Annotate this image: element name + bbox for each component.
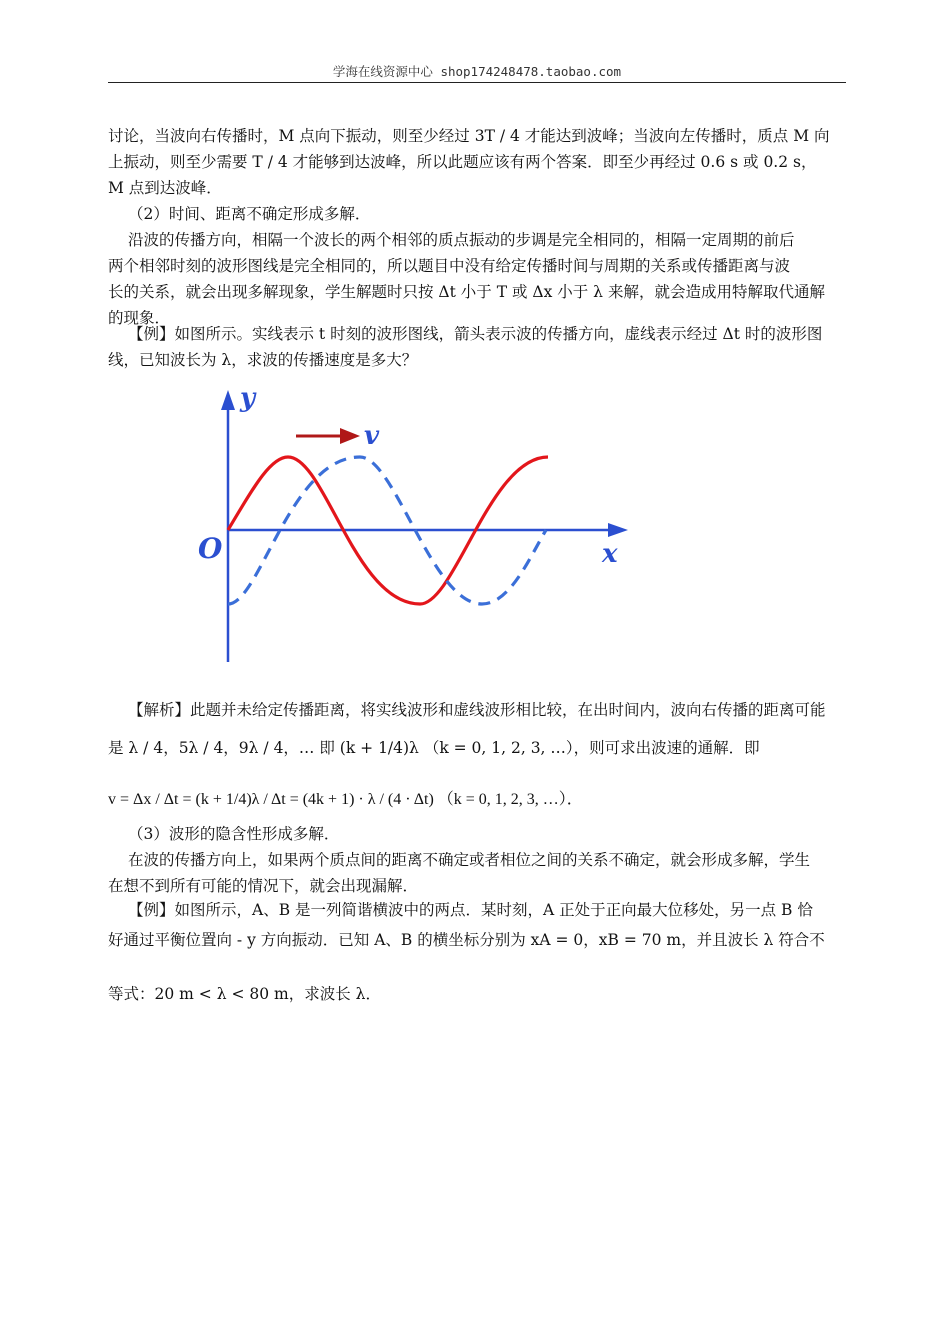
paragraph-line: 长的关系，就会出现多解现象，学生解题时只按 Δt 小于 T 或 Δx 小于 λ 来解，就会造成用特解取代通解: [108, 283, 825, 301]
paragraph-line: 在想不到所有可能的情况下，就会出现漏解．: [108, 877, 419, 895]
y-axis-arrow: [221, 390, 235, 410]
paragraph-line: 的现象．: [108, 309, 171, 327]
paragraph-line: M 点到达波峰．: [108, 179, 222, 197]
velocity-formula: v = Δx / Δt = (k + 1/4)λ / Δt = (4k + 1) · λ / (4 · Δt) （k = 0, 1, 2, 3, …）．: [108, 791, 583, 808]
example-line: 【例】如图所示。实线表示 t 时刻的波形图线，箭头表示波的传播方向，虚线表示经过 Δt 时的波形图: [128, 325, 823, 343]
x-axis-label: x: [602, 539, 618, 569]
example-line: 等式：20 m < λ < 80 m，求波长 λ．: [108, 985, 381, 1003]
solution-line: 是 λ / 4，5λ / 4，9λ / 4，… 即 (k + 1/4)λ （k = 0, 1, 2, 3, …），则可求出波速的通解．即: [108, 739, 760, 757]
example-line: 【例】如图所示，A、B 是一列简谐横波中的两点．某时刻，A 正处于正向最大位移处，另一点 B 恰: [128, 901, 813, 919]
example-line: 线，已知波长为 λ，求波的传播速度是多大？: [108, 351, 418, 369]
section-heading: （2）时间、距离不确定形成多解．: [128, 205, 371, 223]
example-line: 好通过平衡位置向 - y 方向振动．已知 A、B 的横坐标分别为 xA = 0，xB = 70 m，并且波长 λ 符合不: [108, 931, 825, 949]
paragraph-line: 沿波的传播方向，相隔一个波长的两个相邻的质点振动的步调是完全相同的，相隔一定周期的前后: [128, 231, 795, 249]
paragraph-line: 讨论，当波向右传播时，M 点向下振动，则至少经过 3T / 4 才能达到波峰；当波向左传播时，质点 M 向: [108, 127, 830, 145]
origin-label: O: [198, 532, 223, 565]
solution-line: 【解析】此题并未给定传播距离，将实线波形和虚线波形相比较，在出时间内，波向右传播的距离可能: [128, 701, 826, 719]
velocity-label: v: [364, 421, 380, 451]
velocity-arrow-head: [340, 428, 360, 444]
wave-diagram-svg: [190, 382, 640, 672]
y-axis-label: y: [240, 383, 256, 413]
paragraph-line: 两个相邻时刻的波形图线是完全相同的，所以题目中没有给定传播时间与周期的关系或传播距离与波: [108, 257, 791, 275]
wave-figure: [190, 382, 640, 672]
page-header: 学海在线资源中心 shop174248478.taobao.com: [108, 62, 846, 83]
x-axis-arrow: [608, 523, 628, 537]
paragraph-line: 在波的传播方向上，如果两个质点间的距离不确定或者相位之间的关系不确定，就会形成多解，学生: [128, 851, 811, 869]
section-heading: （3）波形的隐含性形成多解．: [128, 825, 340, 843]
paragraph-line: 上振动，则至少需要 T / 4 才能够到达波峰，所以此题应该有两个答案．即至少再经过 0.6 s 或 0.2 s，: [108, 153, 817, 171]
